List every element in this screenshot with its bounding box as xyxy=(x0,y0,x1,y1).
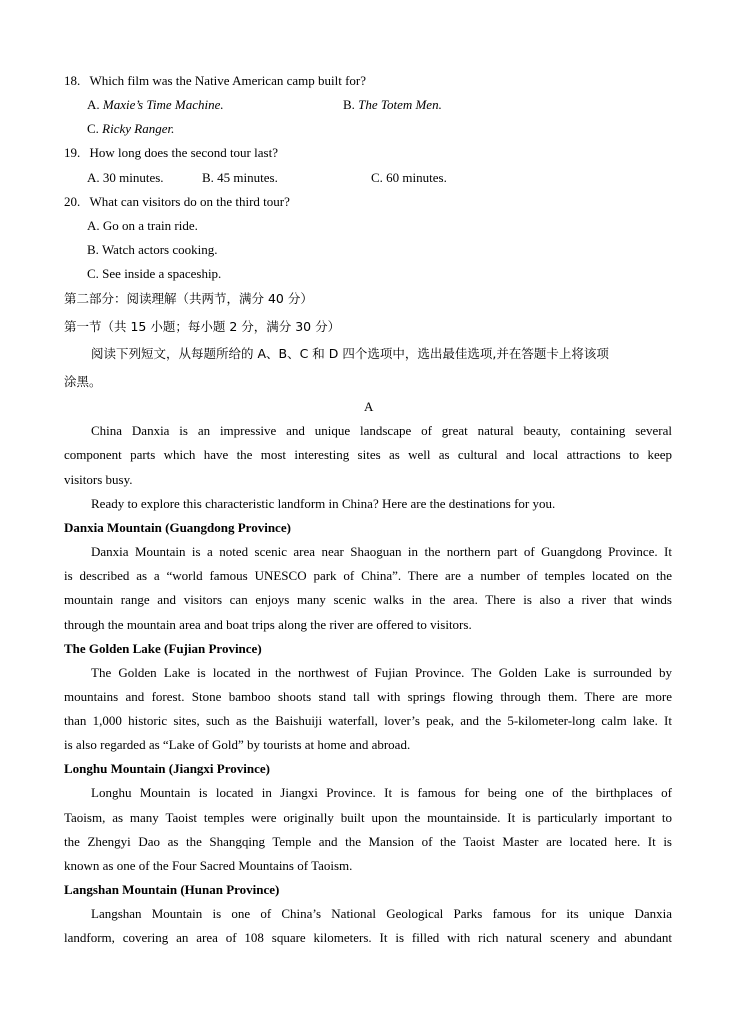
part-two-heading: 第二部分：阅读理解（共两节，满分 40 分） xyxy=(64,291,313,306)
question-19 xyxy=(64,145,278,161)
paragraph-line: The Golden Lake is located in the northwest of Fujian Province. The Golden Lake is surrounded by xyxy=(91,665,672,680)
question-stem: How long does the second tour last? xyxy=(89,145,278,160)
question-number: 20. xyxy=(64,194,81,209)
paragraph-line: mountain range and visitors can enjoys many scenic walks in the area. There is also a river that winds xyxy=(64,592,672,607)
option-a: A. Maxie’s Time Machine. xyxy=(87,97,224,112)
intro-line: Ready to explore this characteristic landform in China? Here are the destinations for you. xyxy=(91,496,556,511)
option-c: C. See inside a spaceship. xyxy=(87,266,222,281)
question-number: 18. xyxy=(64,73,81,88)
paragraph-line: Danxia Mountain is a noted scenic area near Shaoguan in the northern part of Guangdong Province. It xyxy=(91,544,672,559)
paragraph-line: mountains and forest. Stone bamboo shoots stand tall with springs flowing through them. There are more xyxy=(64,689,672,704)
paragraph-line: landform, covering an area of 108 square kilometers. It is filled with rich natural scenery and abundant xyxy=(64,930,672,945)
paragraph-line: Longhu Mountain is located in Jiangxi Province. It is famous for being one of the birthplaces of xyxy=(91,785,672,800)
paragraph-line: than 1,000 historic sites, such as the Baishuiji waterfall, lover’s peak, and the 5-kilometer-long calm lake. It xyxy=(64,713,672,728)
instruction-line-1: 阅读下列短文，从每题所给的 A、B、C 和 D 四个选项中，选出最佳选项,并在答题卡上将该项 xyxy=(91,346,609,361)
passage-letter: A xyxy=(364,399,374,414)
option-c: C. 60 minutes. xyxy=(371,170,447,185)
paragraph-line: is also regarded as “Lake of Gold” by tourists at home and abroad. xyxy=(64,737,411,752)
intro-line: visitors busy. xyxy=(64,472,133,487)
section-one-heading: 第一节（共 15 小题；每小题 2 分，满分 30 分） xyxy=(64,319,341,334)
question-20 xyxy=(64,194,290,210)
question-stem: Which film was the Native American camp built for? xyxy=(89,73,367,88)
paragraph-line: Langshan Mountain is one of China’s National Geological Parks famous for its unique Danxia xyxy=(91,906,672,921)
destination-title: Langshan Mountain (Hunan Province) xyxy=(64,882,280,897)
paragraph-line: the Zhengyi Dao as the Shangqing Temple and the Mansion of the Taoist Master are located here. It is xyxy=(64,834,672,849)
destination-title: The Golden Lake (Fujian Province) xyxy=(64,641,262,656)
intro-line: component parts which have the most interesting sites as well as cultural and local attractions to keep xyxy=(64,447,672,462)
destination-title: Longhu Mountain (Jiangxi Province) xyxy=(64,761,270,776)
option-a: A. Go on a train ride. xyxy=(87,218,198,233)
question-18 xyxy=(64,73,366,89)
paragraph-line: known as one of the Four Sacred Mountains of Taoism. xyxy=(64,858,353,873)
option-b: B. The Totem Men. xyxy=(343,97,442,112)
option-c: C. Ricky Ranger. xyxy=(87,121,175,136)
paragraph-line: is described as a “world famous UNESCO park of China”. There are a number of temples located on the xyxy=(64,568,672,583)
paragraph-line: Taoism, as many Taoist temples were originally built upon the mountainside. It is particularly important to xyxy=(64,810,672,825)
option-b: B. 45 minutes. xyxy=(202,170,278,185)
intro-line: China Danxia is an impressive and unique landscape of great natural beauty, containing several xyxy=(91,423,672,438)
question-stem: What can visitors do on the third tour? xyxy=(89,194,290,209)
question-number: 19. xyxy=(64,145,81,160)
instruction-line-2: 涂黑。 xyxy=(64,374,102,389)
option-a: A. 30 minutes. xyxy=(87,170,164,185)
destination-title: Danxia Mountain (Guangdong Province) xyxy=(64,520,291,535)
paragraph-line: through the mountain area and boat trips along the river are offered to visitors. xyxy=(64,617,472,632)
option-b: B. Watch actors cooking. xyxy=(87,242,218,257)
